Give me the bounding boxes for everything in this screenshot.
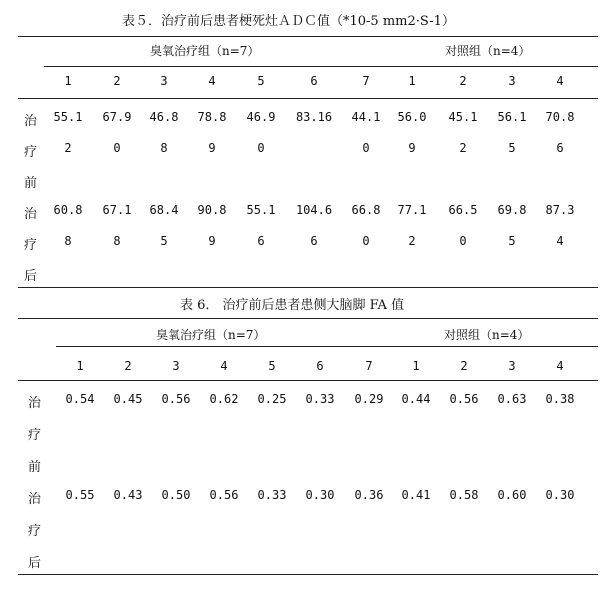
table6-row-label: 治 — [28, 396, 42, 411]
table5-cell: 56.0 — [397, 110, 427, 124]
table5-cell: 90.8 — [197, 203, 227, 217]
table5-cell: 77.1 — [397, 203, 427, 217]
table6-col-header: 4 — [556, 359, 564, 373]
table5-row-label: 治 — [24, 114, 38, 129]
table5-row-label: 治 — [24, 207, 38, 222]
table5-cell: 0 — [459, 234, 467, 248]
table6-cell: 0.62 — [209, 392, 239, 406]
table5-cell: 45.1 — [448, 110, 478, 124]
table6-header-rule — [18, 380, 598, 381]
table6-col-header: 4 — [220, 359, 228, 373]
table5-cell: 9 — [408, 141, 416, 155]
table5-cell: 83.16 — [295, 110, 333, 124]
table5-cell: 78.8 — [197, 110, 227, 124]
table6-cell: 0.45 — [113, 392, 143, 406]
table6-group-control: 对照组（n=4） — [444, 328, 530, 342]
table5-cell: 2 — [64, 141, 72, 155]
table5-cell: 66.5 — [448, 203, 478, 217]
table6-col-header: 1 — [76, 359, 84, 373]
table5-cell: 0 — [113, 141, 121, 155]
table5-cell: 2 — [408, 234, 416, 248]
table6-cell: 0.54 — [65, 392, 95, 406]
table5-cell: 69.8 — [497, 203, 527, 217]
table5-top-rule — [18, 36, 598, 37]
table6-row-label: 疗 — [28, 524, 42, 539]
table6-group-ozone: 臭氧治疗组（n=7） — [156, 328, 266, 342]
table5-group-control: 对照组（n=4） — [445, 44, 531, 58]
table5-row-label: 疗 — [24, 238, 38, 253]
table5-col-header: 5 — [257, 74, 265, 88]
table6-cell: 0.56 — [449, 392, 479, 406]
table6-cell: 0.30 — [305, 488, 335, 502]
table5-col-header: 2 — [113, 74, 121, 88]
table5-cell: 8 — [160, 141, 168, 155]
table5-col-header: 6 — [310, 74, 318, 88]
table5-cell: 0 — [362, 141, 370, 155]
table5-cell: 0 — [362, 234, 370, 248]
table5-cell: 55.1 — [246, 203, 276, 217]
table6-cell: 0.29 — [354, 392, 384, 406]
table6-cell: 0.56 — [161, 392, 191, 406]
table5-col-header: 3 — [508, 74, 516, 88]
table6-cell: 0.41 — [401, 488, 431, 502]
table5-cell: 2 — [459, 141, 467, 155]
table5-col-header: 1 — [408, 74, 416, 88]
table5-col-header: 2 — [459, 74, 467, 88]
table6-cell: 0.58 — [449, 488, 479, 502]
table5-cell: 6 — [556, 141, 564, 155]
table5-cell: 8 — [64, 234, 72, 248]
table5-row-label: 疗 — [24, 145, 38, 160]
table5-cell: 55.1 — [53, 110, 83, 124]
table5-row-label: 后 — [24, 269, 38, 284]
table6-col-header: 5 — [268, 359, 276, 373]
table6-row-label: 疗 — [28, 428, 42, 443]
table6-col-header: 2 — [124, 359, 132, 373]
table6-cell: 0.33 — [257, 488, 287, 502]
table6-cell: 0.30 — [545, 488, 575, 502]
table6-cell: 0.43 — [113, 488, 143, 502]
table6-cell: 0.60 — [497, 488, 527, 502]
table6-cell: 0.55 — [65, 488, 95, 502]
table6-row-label: 治 — [28, 492, 42, 507]
table5-title: 表５．治疗前后患者梗死灶ＡＤＣ值（*10-5 mm2·S-1） — [122, 14, 455, 29]
table6-col-header: 2 — [460, 359, 468, 373]
table6-title: 表 6． 治疗前后患者患侧大脑脚 FA 值 — [180, 298, 405, 313]
table6-group-rule — [56, 346, 598, 347]
table6-col-header: 3 — [172, 359, 180, 373]
table5-cell: 4 — [556, 234, 564, 248]
table5-cell: 9 — [208, 234, 216, 248]
table5-cell: 44.1 — [351, 110, 381, 124]
table5-group-ozone: 臭氧治疗组（n=7） — [150, 44, 260, 58]
table6-bottom-rule — [18, 574, 598, 575]
table5-row-label: 前 — [24, 176, 38, 191]
table5-cell: 5 — [160, 234, 168, 248]
table5-cell: 87.3 — [545, 203, 575, 217]
table6-cell: 0.33 — [305, 392, 335, 406]
table6-cell: 0.56 — [209, 488, 239, 502]
table5-cell: 68.4 — [149, 203, 179, 217]
table5-cell: 6 — [257, 234, 265, 248]
table5-cell: 60.8 — [53, 203, 83, 217]
table5-cell: 0 — [257, 141, 265, 155]
table6-col-header: 6 — [316, 359, 324, 373]
table5-cell: 8 — [113, 234, 121, 248]
table5-cell: 5 — [508, 141, 516, 155]
table6-cell: 0.63 — [497, 392, 527, 406]
table5-col-header: 7 — [362, 74, 370, 88]
table5-cell: 66.8 — [351, 203, 381, 217]
table5-col-header: 3 — [160, 74, 168, 88]
table5-cell: 56.1 — [497, 110, 527, 124]
table6-row-label: 后 — [28, 556, 42, 571]
table5-group-rule — [44, 66, 598, 67]
table5-col-header: 4 — [556, 74, 564, 88]
table6-row-label: 前 — [28, 460, 42, 475]
table6-col-header: 1 — [412, 359, 420, 373]
table6-col-header: 7 — [365, 359, 373, 373]
table6-top-rule — [18, 318, 598, 319]
table5-cell: 70.8 — [545, 110, 575, 124]
table5-cell: 67.9 — [102, 110, 132, 124]
table6-cell: 0.36 — [354, 488, 384, 502]
table6-cell: 0.50 — [161, 488, 191, 502]
table5-cell: 9 — [208, 141, 216, 155]
table5-cell: 46.9 — [246, 110, 276, 124]
table5-col-header: 1 — [64, 74, 72, 88]
table5-cell: 6 — [310, 234, 318, 248]
table5-cell: 46.8 — [149, 110, 179, 124]
table5-col-header: 4 — [208, 74, 216, 88]
table6-cell: 0.38 — [545, 392, 575, 406]
table5-cell: 67.1 — [102, 203, 132, 217]
table6-cell: 0.25 — [257, 392, 287, 406]
table5-cell: 5 — [508, 234, 516, 248]
table5-bottom-rule — [18, 287, 598, 288]
table6-cell: 0.44 — [401, 392, 431, 406]
table5-header-rule — [18, 98, 598, 99]
table5-cell: 104.6 — [295, 203, 333, 217]
table6-col-header: 3 — [508, 359, 516, 373]
